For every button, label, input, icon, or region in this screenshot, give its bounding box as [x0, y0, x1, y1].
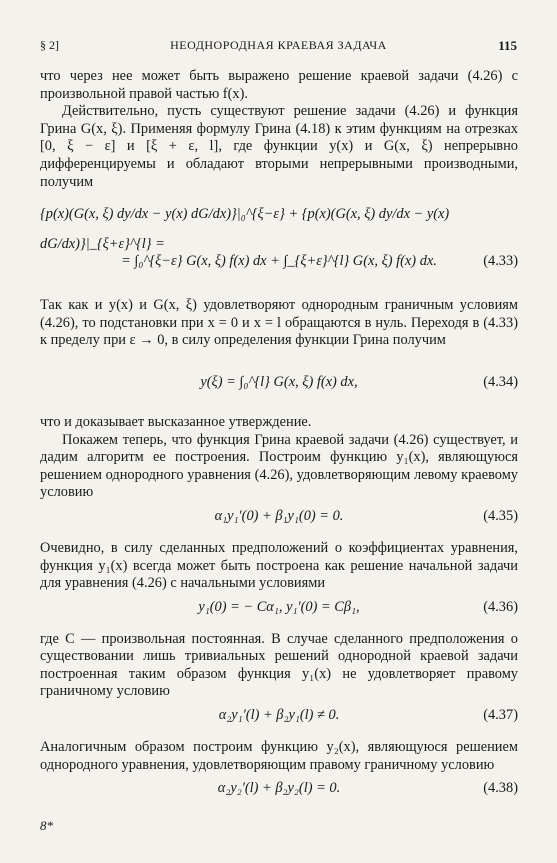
paragraph: Покажем теперь, что функция Грина краевой задачи (4.26) существует, и дадим алгоритм ее построения. Построим функцию y₁(x), являющуюся решением однородного уравнения (4.26), удовлетворяющим левому краевому условию	[40, 431, 518, 501]
paragraph: Действительно, пусть существуют решение задачи (4.26) и функция Грина G(x, ξ). Применяя формулу Грина (4.18) к этим функциям на отрезках [0, ξ − ε] и [ξ + ε, l], где функции y(x) и G(x, ξ) непрерывно дифференцируемы и обладают вторыми непрерывными производными, получим	[40, 103, 518, 190]
equation-4-34	[40, 356, 518, 408]
equation-4-36	[40, 599, 518, 625]
paragraph: Очевидно, в силу сделанных предположений о коэффициентах уравнения, функция y₁(x) всегда может быть построена как решение начальной задачи для уравнения (4.26) с начальными условиями	[40, 539, 518, 592]
paragraph: Аналогичным образом построим функцию y₂(x), являющуюся решением однородного уравнения, удовлетворяющим правому граничному условию	[40, 739, 518, 773]
equation-text: α₂y₁′(l) + β₂y₁(l) ≠ 0.	[218, 707, 340, 724]
paragraph: Так как и y(x) и G(x, ξ) удовлетворяют однородным граничным условиям (4.26), то подстановки при x = 0 и x = l обращаются в нуль. Переходя в (4.33) к пределу при ε → 0, в силу определения функции Грина получим	[40, 297, 518, 349]
equation-4-38	[40, 780, 518, 806]
equation-number: (4.35)	[483, 507, 518, 524]
equation-text: {p(x)(G(x, ξ) dy/dx − y(x) dG/dx)}|₀^{ξ−ε} + {p(x)(G(x, ξ) dy/dx − y(x) dG/dx)}|_{ξ+ε}^{l} =	[40, 206, 450, 253]
equation-4-35	[40, 508, 518, 534]
equation-number: (4.38)	[483, 780, 518, 797]
page-number: 115	[498, 38, 517, 53]
page-body	[40, 68, 518, 812]
equation-text: = ∫₀^{ξ−ε} G(x, ξ) f(x) dx + ∫_{ξ+ε}^{l} G(x, ξ) f(x) dx.	[121, 253, 437, 270]
paragraph: где C — произвольная постоянная. В случае сделанного предположения о существовании лишь тривиальных решений однородной краевой задачи построенная таким образом функция y₁(x) не удовлетворяет правому граничному условию	[40, 630, 518, 700]
running-header	[40, 38, 517, 56]
equation-number: (4.33)	[483, 253, 518, 270]
equation-number: (4.36)	[483, 598, 518, 615]
equation-text: α₁y₁′(0) + β₁y₁(0) = 0.	[214, 507, 344, 524]
section-marker: § 2]	[40, 38, 59, 52]
equation-text: y(ξ) = ∫₀^{l} G(x, ξ) f(x) dx,	[200, 373, 358, 390]
running-title: НЕОДНОРОДНАЯ КРАЕВАЯ ЗАДАЧА	[170, 38, 387, 52]
equation-4-37	[40, 707, 518, 733]
equation-number: (4.34)	[483, 373, 518, 390]
paragraph: что через нее может быть выражено решение краевой задачи (4.26) с произвольной правой частью f(x).	[40, 68, 518, 102]
paragraph: что и доказывает высказанное утверждение.	[40, 413, 312, 430]
equation-text: α₂y₂′(l) + β₂y₂(l) = 0.	[217, 780, 341, 797]
equation-number: (4.37)	[483, 707, 518, 724]
equation-4-33-line2	[40, 235, 518, 287]
equation-4-33-line1	[40, 199, 518, 253]
signature-mark: 8*	[40, 818, 53, 833]
equation-text: y₁(0) = − Cα₁, y₁′(0) = Cβ₁,	[198, 598, 360, 615]
